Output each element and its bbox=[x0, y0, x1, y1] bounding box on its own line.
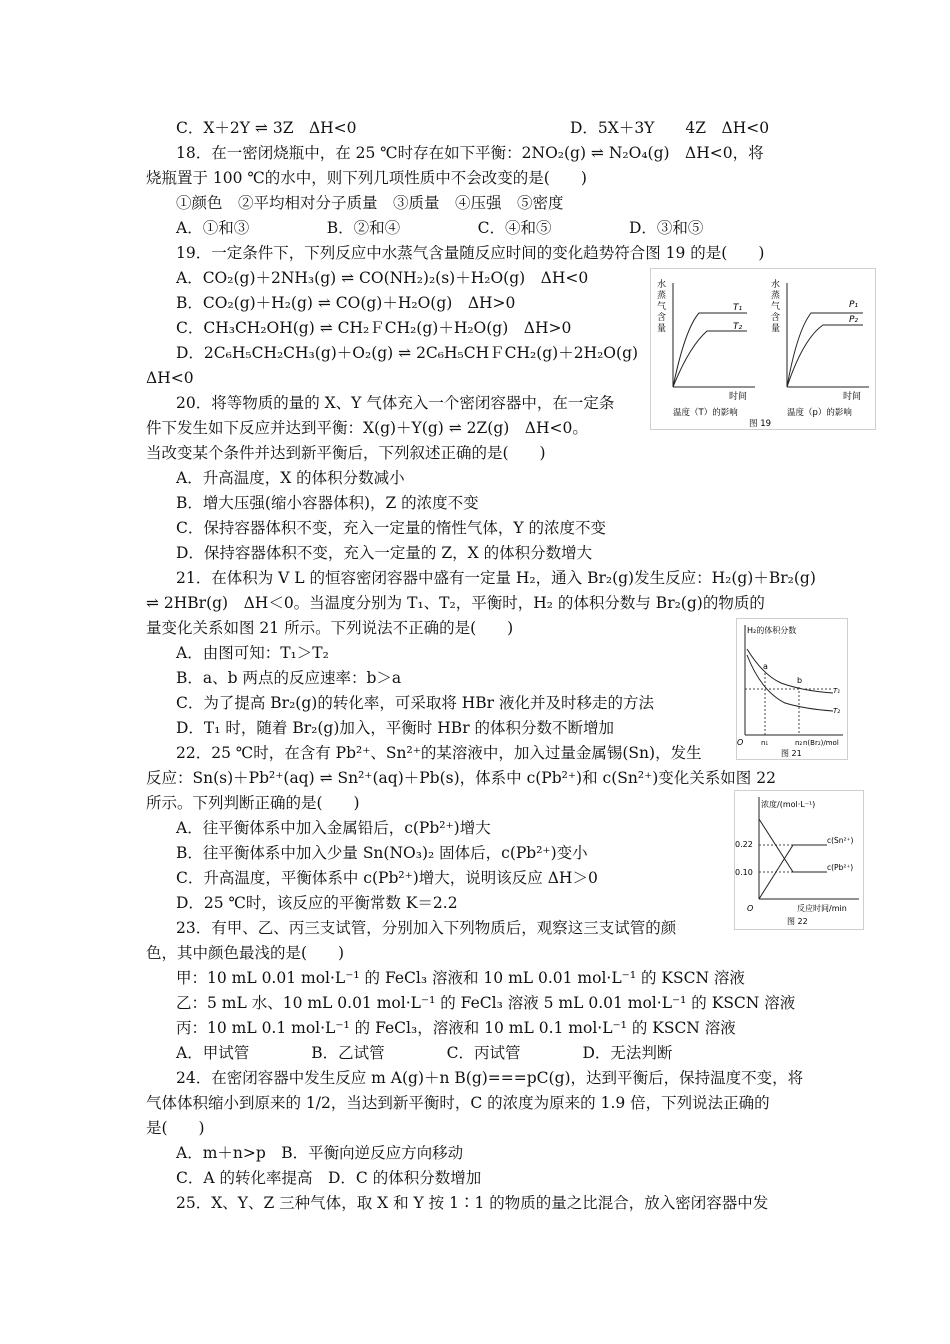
fig19-right-curve-p2 bbox=[787, 325, 863, 387]
fig21-n1: n₁ bbox=[761, 739, 769, 747]
fig19-right-xlabel: 时间 bbox=[843, 392, 862, 402]
q21-option-d: D．T₁ 时，随着 Br₂(g)加入，平衡时 HBr 的体积分数不断增加 bbox=[176, 719, 615, 737]
fig22-origin: O bbox=[747, 904, 754, 913]
q21-stem-cont: ⇌ 2HBr(g) ΔH＜0。当温度分别为 T₁、T₂，平衡时，H₂ 的体积分数与 Br₂(g)的物质的 bbox=[146, 594, 765, 612]
fig19-right-subcaption: 温度（p）的影响 bbox=[787, 408, 852, 418]
figure-22 bbox=[734, 790, 864, 930]
q20-option-d: D．保持容器体积不变，充入一定量的 Z，X 的体积分数增大 bbox=[176, 544, 593, 562]
fig19-left-ylabel-4: 量 bbox=[657, 324, 667, 334]
q19-option-d: D．2C₆H₅CH₂CH₃(g)＋O₂(g) ⇌ 2C₆H₅CHＦCH₂(g)＋2H₂O(g) bbox=[176, 344, 639, 362]
q24-stem: 24．在密闭容器中发生反应 m A(g)＋n B(g)===pC(g)，达到平衡后，保持温度不变，将 bbox=[176, 1069, 804, 1087]
fig19-left-ylabel-3: 含 bbox=[657, 313, 667, 323]
fig19-right-ylabel-2: 气 bbox=[771, 302, 781, 312]
q23-item-jia: 甲：10 mL 0.01 mol·L⁻¹ 的 FeCl₃ 溶液和 10 mL 0.01 mol·L⁻¹ 的 KSCN 溶液 bbox=[176, 969, 745, 987]
fig21-curve-t2 bbox=[747, 655, 833, 711]
fig19-right-ylabel-3: 含 bbox=[771, 313, 781, 323]
fig21-point-a: a bbox=[763, 662, 768, 671]
q20-stem-cont: 件下发生如下反应并达到平衡：X(g)＋Y(g) ⇌ 2Z(g) ΔH<0。 bbox=[146, 419, 588, 437]
fig21-curve-t1 bbox=[747, 649, 833, 693]
fig19-left-label-t2: T₂ bbox=[733, 322, 743, 332]
q18-options: A．①和③ B．②和④ C．④和⑤ D．③和⑤ bbox=[176, 219, 704, 237]
fig19-left-ylabel-1: 蒸 bbox=[657, 291, 667, 301]
q24-stem-cont2: 是( ) bbox=[146, 1119, 205, 1137]
fig19-right-ylabel-1: 蒸 bbox=[771, 291, 781, 301]
fig21-n2: n₂ bbox=[795, 739, 803, 747]
fig21-xlabel: n(Br₂)/mol bbox=[803, 739, 839, 747]
fig19-left-subcaption: 温度（T）的影响 bbox=[673, 408, 738, 418]
fig21-caption: 图 21 bbox=[781, 749, 802, 758]
fig19-right-label-p2: P₂ bbox=[849, 315, 859, 325]
fig19-left-curve-t2 bbox=[673, 331, 747, 387]
q20-option-b: B．增大压强(缩小容器体积)，Z 的浓度不变 bbox=[176, 494, 479, 512]
q20-stem-cont2: 当改变某个条件并达到新平衡后，下列叙述正确的是( ) bbox=[146, 444, 546, 462]
q22-stem-cont2: 所示。下列判断正确的是( ) bbox=[146, 794, 360, 812]
q23-stem: 23．有甲、乙、丙三支试管，分别加入下列物质后，观察这三支试管的颜 bbox=[176, 919, 677, 937]
q18-stem-cont: 烧瓶置于 100 ℃的水中，则下列几项性质中不会改变的是( ) bbox=[146, 169, 587, 187]
q19-option-b: B．CO₂(g)＋H₂(g) ⇌ CO(g)＋H₂O(g) ΔH>0 bbox=[176, 294, 516, 312]
q23-stem-cont: 色，其中颜色最浅的是( ) bbox=[146, 944, 345, 962]
q23-item-bing: 丙：10 mL 0.1 mol·L⁻¹ 的 FeCl₃，溶液和 10 mL 0.1 mol·L⁻¹ 的 KSCN 溶液 bbox=[176, 1019, 736, 1037]
q23-item-yi: 乙：5 mL 水、10 mL 0.01 mol·L⁻¹ 的 FeCl₃ 溶液 5 mL 0.01 mol·L⁻¹ 的 KSCN 溶液 bbox=[176, 994, 796, 1012]
q19-option-c: C．CH₃CH₂OH(g) ⇌ CH₂ＦCH₂(g)＋H₂O(g) ΔH>0 bbox=[176, 319, 572, 337]
q24-options-cd: C．A 的转化率提高 D．C 的体积分数增加 bbox=[176, 1169, 482, 1187]
fig21-point-b: b bbox=[797, 676, 803, 685]
fig22-caption: 图 22 bbox=[787, 917, 808, 926]
fig22-ylabel: 浓度/(mol·L⁻¹) bbox=[761, 800, 816, 809]
q19-option-a: A．CO₂(g)＋2NH₃(g) ⇌ CO(NH₂)₂(s)＋H₂O(g) ΔH<0 bbox=[176, 269, 589, 287]
q19-option-d-cont: ΔH<0 bbox=[146, 369, 194, 387]
q17-option-d: D．5X＋3Y 4Z ΔH<0 bbox=[570, 119, 770, 137]
q19-stem: 19．一定条件下，下列反应中水蒸气含量随反应时间的变化趋势符合图 19 的是( ) bbox=[176, 244, 765, 262]
fig21-label-t2: T₂ bbox=[833, 707, 841, 715]
q22-option-c: C．升高温度，平衡体系中 c(Pb²⁺)增大，说明该反应 ΔH＞0 bbox=[176, 869, 598, 887]
fig19-right-ylabel-0: 水 bbox=[771, 280, 781, 290]
fig19-left-ylabel-2: 气 bbox=[657, 302, 667, 312]
fig21-label-t1: T₁ bbox=[833, 687, 841, 695]
fig22-label-pb: c(Pb²⁺) bbox=[827, 863, 854, 872]
fig22-label-sn: c(Sn²⁺) bbox=[827, 836, 854, 845]
figure-19 bbox=[650, 268, 876, 430]
fig21-origin: O bbox=[737, 738, 744, 747]
fig19-caption: 图 19 bbox=[749, 419, 772, 429]
q22-option-d: D．25 ℃时，该反应的平衡常数 K＝2.2 bbox=[176, 894, 458, 912]
fig19-left-label-t1: T₁ bbox=[733, 303, 743, 313]
q18-stem: 18．在一密闭烧瓶中，在 25 ℃时存在如下平衡：2NO₂(g) ⇌ N₂O₄(g) ΔH<0，将 bbox=[176, 144, 764, 162]
q21-option-b: B．a、b 两点的反应速率：b＞a bbox=[176, 669, 402, 687]
q24-options-ab: A．m＋n>p B．平衡向逆反应方向移动 bbox=[176, 1144, 464, 1162]
q21-stem: 21．在体积为 V L 的恒容密闭容器中盛有一定量 H₂，通入 Br₂(g)发生反应：H₂(g)＋Br₂(g) bbox=[176, 569, 816, 587]
fig21-ylabel: H₂的体积分数 bbox=[747, 626, 797, 635]
q23-options: A．甲试管 B．乙试管 C．丙试管 D．无法判断 bbox=[176, 1044, 673, 1062]
fig19-left-xlabel: 时间 bbox=[729, 392, 748, 402]
q21-stem-cont2: 量变化关系如图 21 所示。下列说法不正确的是( ) bbox=[146, 619, 514, 637]
figure-21 bbox=[736, 618, 848, 760]
q24-stem-cont: 气体体积缩小到原来的 1/2，当达到新平衡时，C 的浓度为原来的 1.9 倍，下列说法正确的 bbox=[146, 1094, 770, 1112]
q22-option-a: A．往平衡体系中加入金属铅后，c(Pb²⁺)增大 bbox=[176, 819, 491, 837]
fig22-xlabel: 反应时间/min bbox=[797, 904, 847, 913]
fig22-tick-010: 0.10 bbox=[735, 868, 753, 877]
q21-option-c: C．为了提高 Br₂(g)的转化率，可采取将 HBr 液化并及时移走的方法 bbox=[176, 694, 654, 712]
q22-stem: 22．25 ℃时，在含有 Pb²⁺、Sn²⁺的某溶液中，加入过量金属锡(Sn)，发生 bbox=[176, 744, 702, 762]
q22-option-b: B．往平衡体系中加入少量 Sn(NO₃)₂ 固体后，c(Pb²⁺)变小 bbox=[176, 844, 588, 862]
fig19-right-ylabel-4: 量 bbox=[771, 324, 781, 334]
fig22-tick-022: 0.22 bbox=[735, 840, 753, 849]
q18-items: ①颜色 ②平均相对分子质量 ③质量 ④压强 ⑤密度 bbox=[176, 194, 564, 212]
q17-option-c: C．X＋2Y ⇌ 3Z ΔH<0 bbox=[176, 119, 357, 137]
q25-stem: 25．X、Y、Z 三种气体，取 X 和 Y 按 1∶1 的物质的量之比混合，放入密闭容器中发 bbox=[176, 1194, 769, 1212]
q20-option-a: A．升高温度，X 的体积分数减小 bbox=[176, 469, 405, 487]
fig19-left-ylabel-0: 水 bbox=[657, 280, 667, 290]
q21-option-a: A．由图可知：T₁＞T₂ bbox=[176, 644, 329, 662]
fig19-right-label-p1: P₁ bbox=[849, 300, 859, 310]
q22-stem-cont: 反应：Sn(s)＋Pb²⁺(aq) ⇌ Sn²⁺(aq)＋Pb(s)，体系中 c(Pb²⁺)和 c(Sn²⁺)变化关系如图 22 bbox=[146, 769, 776, 787]
q20-option-c: C．保持容器体积不变，充入一定量的惰性气体，Y 的浓度不变 bbox=[176, 519, 607, 537]
q20-stem: 20．将等物质的量的 X、Y 气体充入一个密闭容器中，在一定条 bbox=[176, 394, 615, 412]
